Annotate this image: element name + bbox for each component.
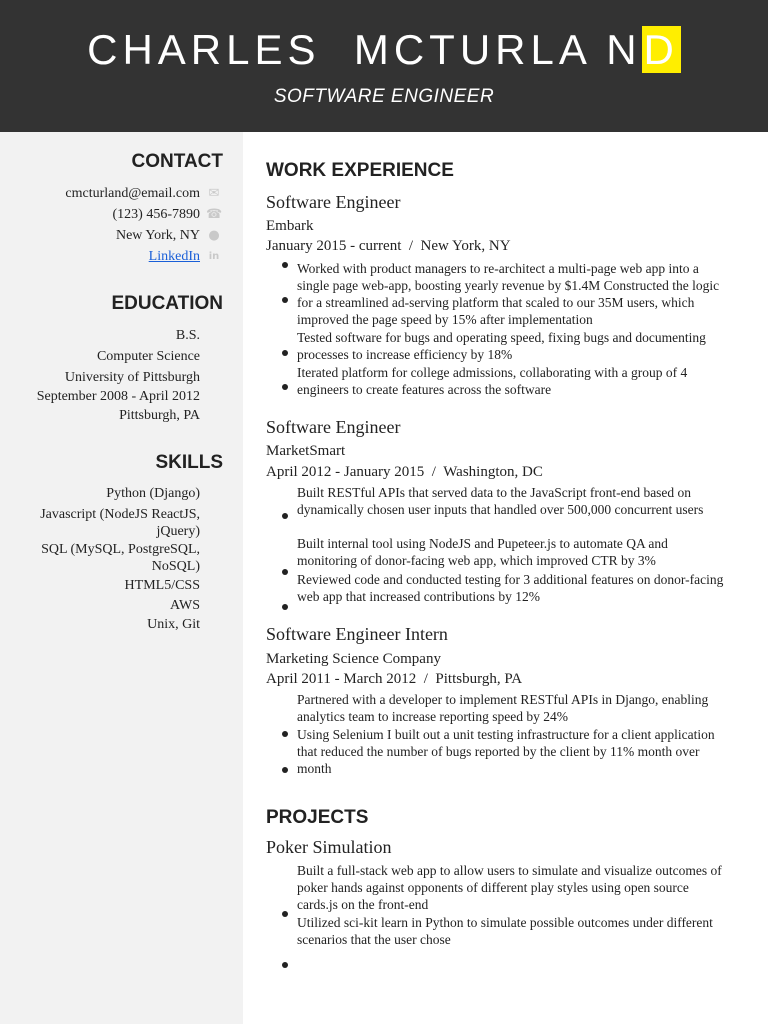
bullet-icon <box>282 962 288 968</box>
education-location: Pittsburgh, PA <box>119 408 200 423</box>
candidate-title: SOFTWARE ENGINEER <box>273 86 495 107</box>
bullet-icon <box>282 384 288 390</box>
job-bullet-text: Worked with product managers to re-architect a multi-page web app into a single page web-app, boosting yearly revenue by $1.4M Constructed the logic for a streamlined ad-serving platform that scaled to our 35M users, which improved the page speed by 15% after implementation <box>297 261 720 327</box>
job-title: Software Engineer <box>266 192 401 212</box>
job-company: Marketing Science Company <box>266 651 441 667</box>
contact-linkedin-line <box>0 247 200 266</box>
job-company: Embark <box>266 218 314 234</box>
projects-heading: PROJECTS <box>266 807 369 828</box>
skill-line: Javascript (NodeJS ReactJS, <box>40 507 200 522</box>
job-bullet-text: Partnered with a developer to implement RESTful APIs in Django, enabling analytics team to increase reporting speed by 24% <box>297 692 709 724</box>
project-bullet-text: Utilized sci-kit learn in Python to simulate possible outcomes under different scenarios that the user chose <box>297 915 713 947</box>
job-bullet-text: Tested software for bugs and operating speed, fixing bugs and documenting processes to increase efficiency by 18% <box>297 330 706 362</box>
job-title: Software Engineer Intern <box>266 624 448 644</box>
job-bullet-text: Built internal tool using NodeJS and Pupeteer.js to automate QA and monitoring of donor-facing web app, which improved CTR by 3% <box>297 536 668 568</box>
envelope-icon: ✉ <box>208 186 220 201</box>
skill-line: NoSQL) <box>151 559 200 574</box>
map-pin-icon: ● <box>208 228 220 243</box>
bullet-icon <box>282 297 288 303</box>
linkedin-link[interactable]: LinkedIn <box>148 249 200 264</box>
bullet-icon <box>282 911 288 917</box>
job-title: Software Engineer <box>266 417 401 437</box>
job-dates: April 2012 - January 2015 / Washington, DC <box>266 464 543 480</box>
skill-line: HTML5/CSS <box>124 578 200 593</box>
bullet-icon <box>282 731 288 737</box>
work-experience-heading: WORK EXPERIENCE <box>266 160 454 181</box>
education-heading: EDUCATION <box>111 293 223 314</box>
bullet-icon <box>282 513 288 519</box>
job-bullet-text: Built RESTful APIs that served data to the JavaScript front-end based on dynamically chosen user inputs that handled over 500,000 concurrent users <box>297 485 704 517</box>
phone-icon: ☎ <box>206 207 223 222</box>
job-dates: January 2015 - current / New York, NY <box>266 238 511 254</box>
name-main: CHARLES MCTURLA N <box>87 26 642 73</box>
project-bullet-text: Built a full-stack web app to allow users to simulate and visualize outcomes of poker hands against opponents of different play styles using open source cards.js on the front-end <box>297 863 722 912</box>
job-bullet-text: Iterated platform for college admissions, collaborating with a group of 4 engineers to create features across the software <box>297 365 688 397</box>
candidate-name <box>0 26 768 74</box>
skill-line: jQuery) <box>156 524 200 539</box>
job-bullet-text: Reviewed code and conducted testing for 3 additional features on donor-facing web app that increased contributions by 12% <box>297 572 724 604</box>
project-title: Poker Simulation <box>266 837 392 857</box>
skill-line: AWS <box>170 598 200 613</box>
job-dates: April 2011 - March 2012 / Pittsburgh, PA <box>266 671 523 687</box>
linkedin-icon: in <box>208 251 220 262</box>
education-field: Computer Science <box>96 349 200 364</box>
contact-location: New York, NY <box>115 228 200 243</box>
education-school: University of Pittsburgh <box>64 370 200 385</box>
contact-email: cmcturland@email.com <box>65 186 200 201</box>
contact-heading: CONTACT <box>131 151 223 172</box>
bullet-icon <box>282 604 288 610</box>
job-bullet-text: Using Selenium I built out a unit testing infrastructure for a client application that reduced the number of bugs reported by the client by 11% month over month <box>297 727 715 776</box>
bullet-icon <box>282 350 288 356</box>
skill-line: Python (Django) <box>106 486 200 501</box>
bullet-icon <box>282 569 288 575</box>
skill-line: Unix, Git <box>147 617 200 632</box>
contact-phone: (123) 456-7890 <box>112 207 200 222</box>
education-degree: B.S. <box>175 328 200 343</box>
education-dates: September 2008 - April 2012 <box>36 389 200 404</box>
resume-header <box>0 0 768 132</box>
job-company: MarketSmart <box>266 443 346 459</box>
bullet-icon <box>282 262 288 268</box>
skill-line: SQL (MySQL, PostgreSQL, <box>41 542 200 557</box>
bullet-icon <box>282 767 288 773</box>
skills-heading: SKILLS <box>155 452 223 473</box>
name-highlight: D <box>643 26 679 73</box>
